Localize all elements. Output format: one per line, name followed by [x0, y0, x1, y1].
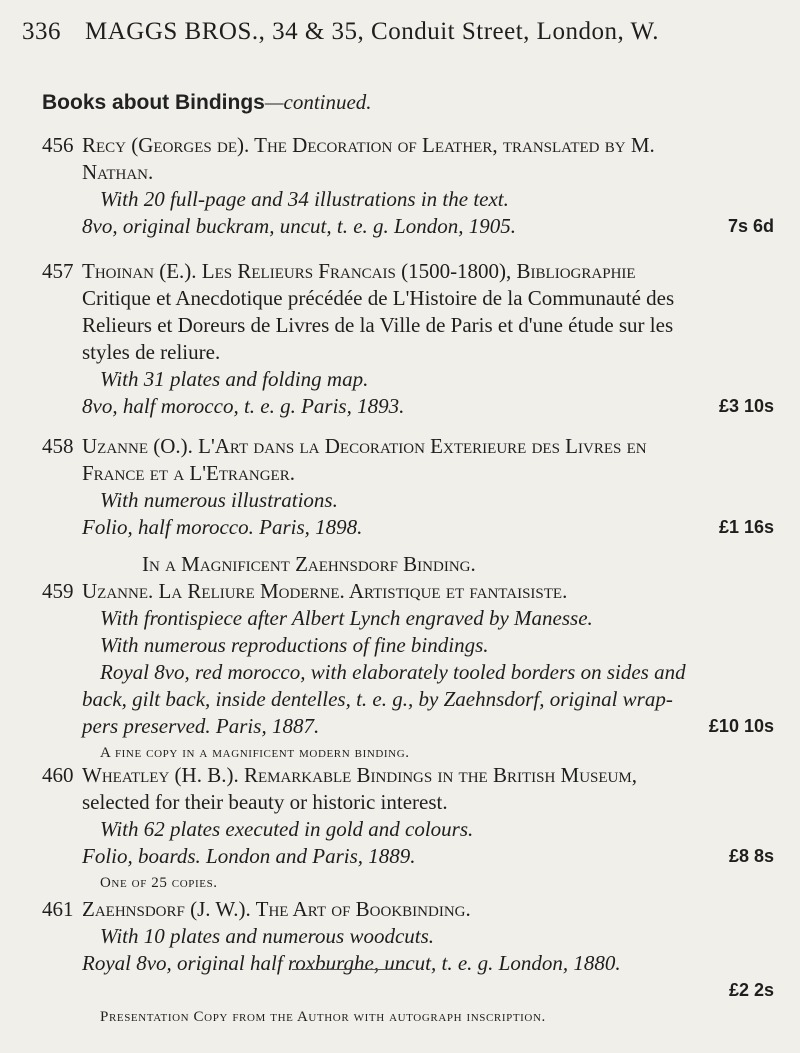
entry-number: 461 — [42, 897, 74, 921]
entry-illustrations: With 62 plates executed in gold and colours. — [100, 817, 474, 841]
catalogue-entry-456 — [42, 132, 774, 240]
entry-illustrations: With numerous illustrations. — [100, 488, 338, 512]
entry-title-cont: Critique et Anecdotique précédée de L'Histoire de la Communauté des — [82, 286, 675, 310]
entry-illustrations: With 31 plates and folding map. — [100, 367, 369, 391]
entry-title: Wheatley (H. B.). Remarkable Bindings in the British Museum, — [82, 763, 637, 787]
end-rule — [292, 969, 410, 970]
entry-illustrations: With 20 full-page and 34 illustrations in the text. — [100, 187, 509, 211]
entry-title-cont: selected for their beauty or historic interest. — [82, 790, 448, 814]
entry-note: Presentation Copy from the Author with autograph inscription. — [100, 1009, 546, 1025]
page-header — [22, 18, 780, 46]
catalogue-entry-460 — [42, 762, 774, 897]
entry-description: Royal 8vo, original half roxburghe, uncut, t. e. g. London, 1880. — [82, 951, 621, 975]
entry-price: £10 10s — [708, 716, 774, 736]
entry-note: One of 25 copies. — [100, 875, 218, 891]
catalogue-entry-458 — [42, 433, 774, 541]
entry-number: 456 — [42, 133, 74, 157]
page-number: 336 — [22, 18, 61, 45]
entry-description: Folio, boards. London and Paris, 1889. £8 8s — [82, 844, 774, 868]
entry-title: Uzanne. La Reliure Moderne. Artistique et fantaisiste. — [82, 579, 568, 603]
entry-frontispiece: With frontispiece after Albert Lynch engraved by Manesse. — [100, 606, 593, 630]
entry-description: Folio, half morocco. Paris, 1898. £1 16s — [82, 515, 774, 539]
entry-price: £1 16s — [718, 517, 774, 537]
entry-illustrations: With 10 plates and numerous woodcuts. — [100, 924, 435, 948]
entry-title: Zaehnsdorf (J. W.). The Art of Bookbinding. — [82, 897, 471, 921]
catalogue-entry-457 — [42, 258, 774, 420]
catalogue-entry-459 — [42, 551, 774, 767]
entry-price: £3 10s — [718, 396, 774, 416]
entry-description: 8vo, original buckram, uncut, t. e. g. London, 1905. 7s 6d — [82, 214, 774, 238]
catalogue-entry-461 — [42, 896, 774, 1031]
entry-number: 458 — [42, 434, 74, 458]
entry-description: Royal 8vo, red morocco, with elaborately tooled borders on sides and — [100, 660, 686, 684]
running-title: MAGGS BROS., 34 & 35, Conduit Street, London, W. — [85, 18, 660, 45]
entry-title-cont: Relieurs et Doreurs de Livres de la Ville de Paris et d'une étude sur les — [82, 313, 674, 337]
entry-subheading: In a Magnificent Zaehnsdorf Binding. — [142, 552, 476, 576]
entry-note: A fine copy in a magnificent modern binding. — [100, 745, 410, 761]
entry-title-cont: France et a L'Etranger. — [82, 461, 295, 485]
entry-title: Recy (Georges de). The Decoration of Leather, translated by M. — [82, 133, 655, 157]
entry-description: 8vo, half morocco, t. e. g. Paris, 1893. £3 10s — [82, 394, 774, 418]
entry-title: Thoinan (E.). Les Relieurs Francais (1500-1800), Bibliographie — [82, 259, 636, 283]
entry-price: £2 2s — [728, 980, 774, 1000]
entry-number: 460 — [42, 763, 74, 787]
entry-price: 7s 6d — [727, 216, 774, 236]
entry-title: Uzanne (O.). L'Art dans la Decoration Exterieure des Livres en — [82, 434, 647, 458]
entry-price: £8 8s — [728, 846, 774, 866]
entry-price-line — [42, 977, 774, 1004]
entry-number: 457 — [42, 259, 74, 283]
entry-description-cont: back, gilt back, inside dentelles, t. e. g., by Zaehnsdorf, original wrap- — [82, 687, 673, 711]
entry-title-cont: Nathan. — [82, 160, 154, 184]
entry-number: 459 — [42, 579, 74, 603]
section-continued: —continued. — [264, 90, 372, 114]
entry-title-cont: styles de reliure. — [82, 340, 221, 364]
entry-illustrations: With numerous reproductions of fine bindings. — [100, 633, 489, 657]
section-title: Books about Bindings — [42, 91, 265, 114]
entry-description-end: pers preserved. Paris, 1887. £10 10s — [82, 714, 774, 738]
section-heading — [42, 90, 372, 115]
